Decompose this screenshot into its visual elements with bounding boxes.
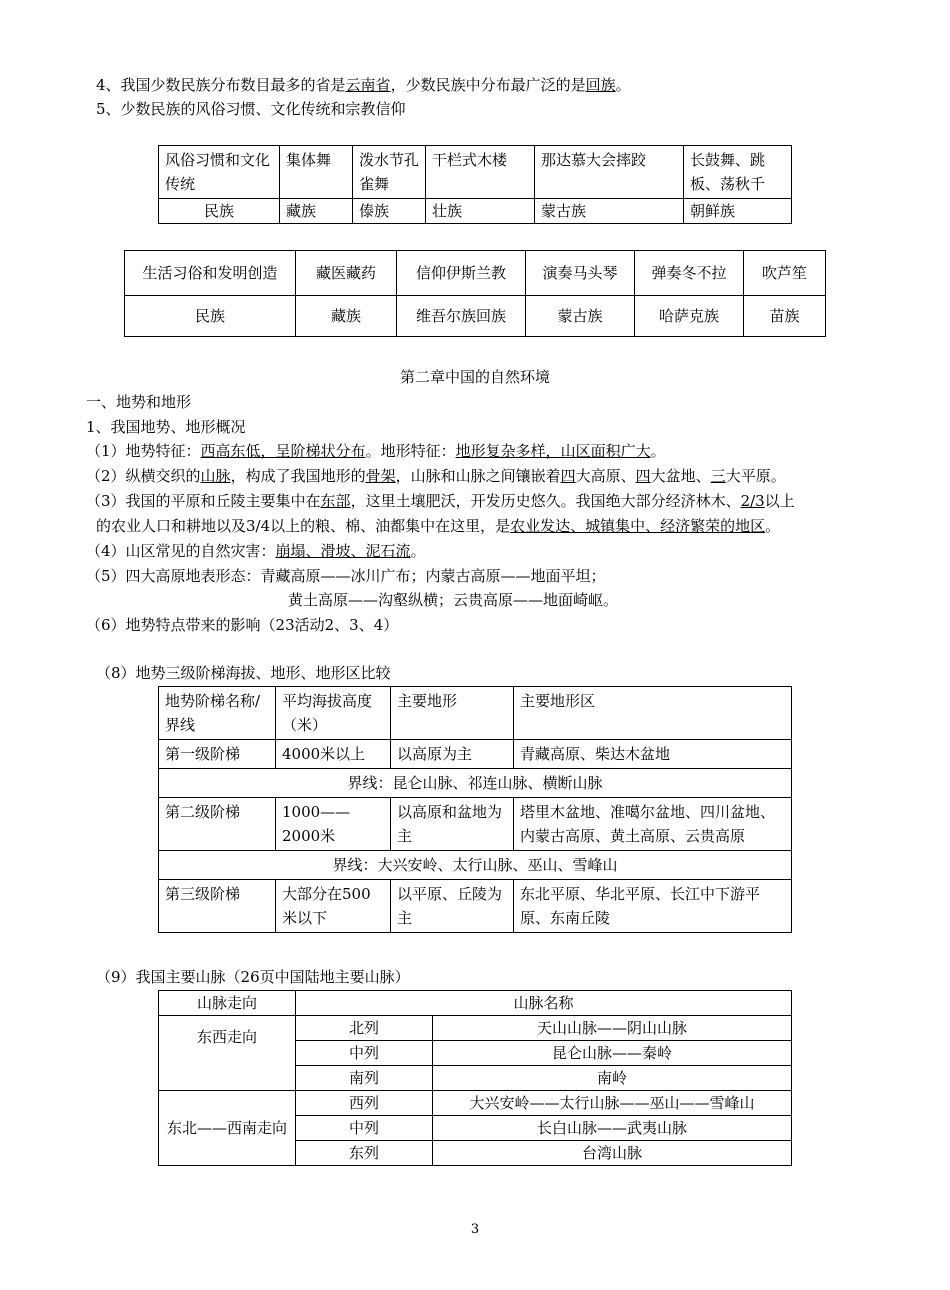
item-5: 5、少数民族的风俗习惯、文化传统和宗教信仰 bbox=[96, 100, 406, 118]
item-4: 4、我国少数民族分布数目最多的省是云南省，少数民族中分布最广泛的是回族。 bbox=[96, 76, 631, 94]
para-3: （3）我国的平原和丘陵主要集中在东部，这里土壤肥沃，开发历史悠久。我国绝大部分经济林木、2/3以上 bbox=[86, 492, 795, 510]
para-3-cont: 的农业人口和耕地以及3/4以上的粮、棉、油都集中在这里，是农业发达、城镇集中、经济繁荣的地区。 bbox=[96, 517, 781, 535]
customs-table: 风俗习惯和文化传统 集体舞 泼水节孔雀舞 干栏式木楼 那达慕大会摔跤 长鼓舞、跳板、荡秋千 民族 藏族 傣族 壮族 蒙古族 朝鲜族 bbox=[158, 145, 792, 224]
para-4: （4）山区常见的自然灾害：崩塌、滑坡、泥石流。 bbox=[86, 542, 426, 560]
mountains-table: 山脉走向 山脉名称 东西走向 北列 天山山脉——阴山山脉 中列 昆仑山脉——秦岭 南列 南岭 东北——西南走向 西列 大兴安岭——太行山脉——巫山——雪峰山 中列 长白山脉——武夷山脉 东列 台湾山脉 bbox=[158, 990, 792, 1166]
para-2: （2）纵横交织的山脉，构成了我国地形的骨架，山脉和山脉之间镶嵌着四大高原、四大盆地、三大平原。 bbox=[86, 467, 786, 485]
para-6: （6）地势特点带来的影响（23活动2、3、4） bbox=[86, 616, 399, 634]
para-1: （1）地势特征：西高东低，呈阶梯状分布。地形特征：地形复杂多样，山区面积广大。 bbox=[86, 442, 666, 460]
para-5: （5）四大高原地表形态：青藏高原——冰川广布；内蒙古高原——地面平坦； bbox=[86, 567, 606, 585]
para-8: （8）地势三级阶梯海拔、地形、地形区比较 bbox=[96, 664, 391, 682]
chapter-title: 第二章中国的自然环境 bbox=[399, 368, 550, 386]
para-9: （9）我国主要山脉（26页中国陆地主要山脉） bbox=[96, 968, 410, 986]
page-number: 3 bbox=[470, 1222, 480, 1237]
inventions-table: 生活习俗和发明创造 藏医藏药 信仰伊斯兰教 演奏马头琴 弹奏冬不拉 吹芦笙 民族 藏族 维吾尔族回族 蒙古族 哈萨克族 苗族 bbox=[124, 250, 826, 337]
para-5-cont: 黄土高原——沟壑纵横；云贵高原——地面崎岖。 bbox=[288, 591, 619, 609]
terrain-steps-table: 地势阶梯名称/界线 平均海拔高度（米） 主要地形 主要地形区 第一级阶梯 4000米以上 以高原为主 青藏高原、柴达木盆地 界线：昆仑山脉、祁连山脉、横断山脉 第二级阶梯 1000——2000米 以高原和盆地为主 塔里木盆地、准噶尔盆地、四川盆地、内蒙古高原、黄土高原、云贵高原 界线：大兴安岭、太行山脉、巫山、雪峰山 第三级阶梯 大部分在500米以下 以平原、丘陵为主 东北平原、华北平原、长江中下游平原、东南丘陵 bbox=[158, 686, 792, 933]
section-heading: 一、地势和地形 bbox=[86, 393, 192, 411]
subsection-heading: 1、我国地势、地形概况 bbox=[86, 418, 246, 436]
